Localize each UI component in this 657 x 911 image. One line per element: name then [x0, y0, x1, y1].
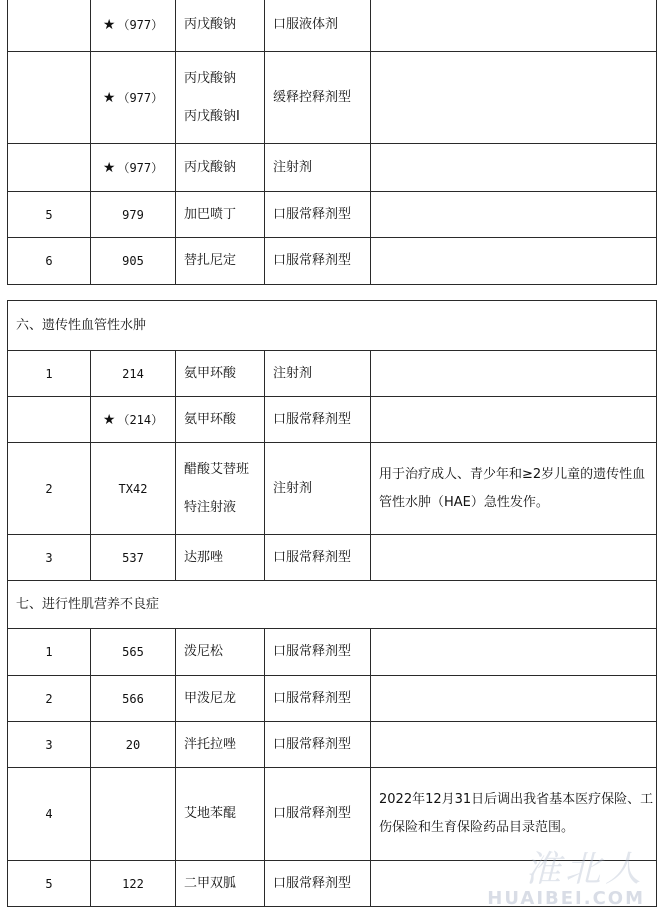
- drug-code: 537: [91, 535, 176, 581]
- row-number: 1: [8, 629, 91, 676]
- table-row: [8, 629, 657, 676]
- dosage-form: 缓释控释剂型: [265, 52, 371, 144]
- remark: [371, 52, 657, 144]
- remark: [371, 397, 657, 443]
- drug-code: 566: [91, 676, 176, 722]
- drug-name: 艾地苯醌: [176, 768, 265, 861]
- dosage-form: 注射剂: [265, 144, 371, 192]
- section-header-row: [8, 301, 657, 351]
- drug-name: 甲泼尼龙: [176, 676, 265, 722]
- row-number: 3: [8, 535, 91, 581]
- drug-code: TX42: [91, 443, 176, 535]
- table-row: [8, 351, 657, 397]
- remark: [371, 192, 657, 238]
- table-row: [8, 397, 657, 443]
- dosage-form: 口服常释剂型: [265, 535, 371, 581]
- drug-code: 979: [91, 192, 176, 238]
- dosage-form: 口服常释剂型: [265, 629, 371, 676]
- row-number: 6: [8, 238, 91, 285]
- remark: [371, 629, 657, 676]
- section-title: 六、遗传性血管性水肿: [8, 301, 657, 351]
- row-number: 4: [8, 768, 91, 861]
- dosage-form: 注射剂: [265, 351, 371, 397]
- drug-name: 替扎尼定: [176, 238, 265, 285]
- remark: [371, 144, 657, 192]
- table-row: [8, 192, 657, 238]
- row-number: 2: [8, 676, 91, 722]
- table-row: [8, 144, 657, 192]
- dosage-form: 口服常释剂型: [265, 397, 371, 443]
- row-number: [8, 397, 91, 443]
- watermark-cn: 淮北人: [524, 849, 645, 890]
- table-row: [8, 535, 657, 581]
- row-number: 5: [8, 192, 91, 238]
- star-icon: ★: [102, 159, 116, 176]
- drug-name: 氨甲环酸: [176, 397, 265, 443]
- drug-code: ★ （214）: [91, 397, 176, 443]
- dosage-form: 口服常释剂型: [265, 722, 371, 768]
- drug-name-line2: 丙戊酸钠Ⅰ: [184, 108, 240, 124]
- row-number: 5: [8, 861, 91, 907]
- dosage-form: 口服液体剂: [265, 0, 371, 52]
- star-icon: ★: [102, 89, 116, 106]
- table-row: [8, 0, 657, 52]
- dosage-form: 口服常释剂型: [265, 861, 371, 907]
- drug-code: 20: [91, 722, 176, 768]
- drug-name: 泮托拉唑: [176, 722, 265, 768]
- table-row: [8, 768, 657, 861]
- table-row: [8, 861, 657, 907]
- table-row: [8, 443, 657, 535]
- table-row: [8, 676, 657, 722]
- row-number: 2: [8, 443, 91, 535]
- drug-code: ★ （977）: [91, 52, 176, 144]
- remark: 2022年12月31日后调出我省基本医疗保险、工伤保险和生育保险药品目录范围。: [371, 768, 657, 861]
- drug-code: 214: [91, 351, 176, 397]
- drug-name: 泼尼松: [176, 629, 265, 676]
- remark: [371, 238, 657, 285]
- remark: [371, 351, 657, 397]
- drug-table-top: [7, 0, 657, 285]
- drug-name: 氨甲环酸: [176, 351, 265, 397]
- row-number: 1: [8, 351, 91, 397]
- drug-name: 丙戊酸钠: [176, 144, 265, 192]
- remark: [371, 861, 657, 907]
- row-number: [8, 52, 91, 144]
- drug-name: 醋酸艾替班 特注射液: [176, 443, 265, 535]
- remark: [371, 0, 657, 52]
- star-icon: ★: [102, 411, 116, 428]
- remark: [371, 535, 657, 581]
- drug-code: 122: [91, 861, 176, 907]
- drug-code: [91, 768, 176, 861]
- row-number: 3: [8, 722, 91, 768]
- drug-name: 丙戊酸钠: [176, 0, 265, 52]
- drug-name: 加巴喷丁: [176, 192, 265, 238]
- drug-code: 905: [91, 238, 176, 285]
- dosage-form: 口服常释剂型: [265, 238, 371, 285]
- drug-code: ★ （977）: [91, 0, 176, 52]
- remark: 用于治疗成人、青少年和≥2岁儿童的遗传性血管性水肿（HAE）急性发作。: [371, 443, 657, 535]
- drug-name: 达那唑: [176, 535, 265, 581]
- dosage-form: 口服常释剂型: [265, 768, 371, 861]
- table-row: [8, 238, 657, 285]
- drug-name-line2: 特注射液: [184, 499, 237, 515]
- remark: [371, 722, 657, 768]
- row-number: [8, 144, 91, 192]
- section-title: 七、进行性肌营养不良症: [8, 581, 657, 629]
- drug-code: ★ （977）: [91, 144, 176, 192]
- table-row: [8, 52, 657, 144]
- dosage-form: 口服常释剂型: [265, 676, 371, 722]
- row-number: [8, 0, 91, 52]
- remark: [371, 676, 657, 722]
- star-icon: ★: [102, 17, 116, 33]
- drug-table-main: [7, 300, 657, 907]
- drug-name: 丙戊酸钠 丙戊酸钠Ⅰ: [176, 52, 265, 144]
- drug-code: 565: [91, 629, 176, 676]
- table-row: [8, 722, 657, 768]
- drug-name: 二甲双胍: [176, 861, 265, 907]
- dosage-form: 口服常释剂型: [265, 192, 371, 238]
- section-header-row: [8, 581, 657, 629]
- dosage-form: 注射剂: [265, 443, 371, 535]
- watermark-en: HUAIBEI.COM: [487, 888, 645, 909]
